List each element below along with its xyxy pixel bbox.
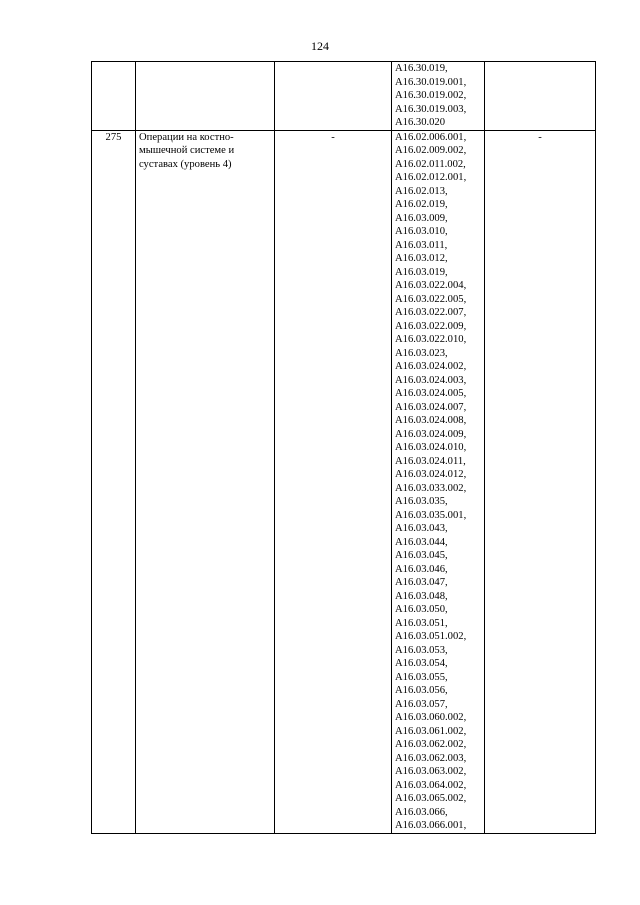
- row-name-cell: [136, 62, 275, 131]
- service-code: A16.30.019.002,: [395, 90, 467, 101]
- service-code: A16.03.063.002,: [395, 766, 467, 777]
- row-col5-cell: [485, 62, 596, 131]
- service-code: A16.03.024.010,: [395, 442, 467, 453]
- service-code: A16.03.056,: [395, 685, 448, 696]
- row-number-cell: 275: [92, 130, 136, 833]
- service-code: A16.03.046,: [395, 563, 448, 575]
- tariff-table: [91, 61, 596, 834]
- service-code: A16.03.048,: [395, 590, 448, 602]
- service-code: A16.30.019,: [395, 63, 448, 74]
- service-code: A16.03.024.002,: [395, 361, 467, 372]
- service-code: A16.02.019,: [395, 199, 448, 210]
- service-code: A16.03.035.001,: [395, 509, 467, 521]
- name-line: суставах (уровень 4): [139, 158, 232, 170]
- row-name-cell: [136, 130, 275, 833]
- name-line: мышечной системе и: [139, 145, 235, 156]
- service-code: A16.03.062.003,: [395, 752, 467, 764]
- service-code: A16.03.062.002,: [395, 739, 467, 750]
- service-code: A16.02.013,: [395, 185, 448, 197]
- service-code: A16.03.022.005,: [395, 293, 467, 305]
- service-code: A16.30.019.001,: [395, 76, 467, 88]
- service-code: A16.03.024.003,: [395, 374, 467, 386]
- table-row: [92, 130, 596, 833]
- service-code: A16.03.051,: [395, 617, 448, 629]
- row-col3-cell: -: [275, 130, 392, 833]
- service-code: A16.03.023,: [395, 347, 448, 359]
- service-code: A16.03.009,: [395, 212, 448, 224]
- service-code: A16.03.035,: [395, 496, 448, 507]
- row-number-cell: [92, 62, 136, 131]
- service-code: A16.03.022.004,: [395, 280, 467, 291]
- service-code: A16.03.022.009,: [395, 320, 467, 332]
- page-number: 124: [311, 39, 329, 53]
- service-code: A16.03.024.012,: [395, 469, 467, 480]
- service-code: A16.03.061.002,: [395, 725, 467, 737]
- service-code: A16.03.010,: [395, 226, 448, 237]
- service-code: A16.02.011.002,: [395, 158, 466, 170]
- service-code: A16.02.012.001,: [395, 172, 467, 183]
- service-code: A16.03.066.001,: [395, 820, 467, 831]
- service-code: A16.03.043,: [395, 523, 448, 534]
- service-code: A16.03.054,: [395, 658, 448, 669]
- service-code: A16.03.053,: [395, 644, 448, 656]
- service-code: A16.03.047,: [395, 577, 448, 588]
- row-codes-cell: [392, 62, 485, 131]
- service-code: A16.03.060.002,: [395, 712, 467, 723]
- service-code: A16.03.044,: [395, 536, 448, 548]
- table-row: [92, 62, 596, 131]
- service-code: A16.03.011,: [395, 239, 448, 251]
- service-code: A16.03.066,: [395, 806, 448, 818]
- service-code: A16.03.024.011,: [395, 455, 466, 467]
- service-code: A16.03.065.002,: [395, 793, 467, 804]
- service-code: A16.03.064.002,: [395, 779, 467, 791]
- service-code: A16.03.024.008,: [395, 415, 467, 426]
- service-code: A16.03.050,: [395, 604, 448, 615]
- service-code: A16.03.019,: [395, 266, 448, 278]
- service-code: A16.02.006.001,: [395, 131, 467, 143]
- service-code: A16.03.024.009,: [395, 428, 467, 440]
- service-code: A16.03.022.010,: [395, 334, 467, 345]
- name-line: Операции на костно-: [139, 131, 234, 143]
- service-code: A16.03.045,: [395, 550, 448, 561]
- service-code: A16.30.019.003,: [395, 103, 467, 115]
- service-code: A16.03.012,: [395, 253, 448, 264]
- service-code: A16.30.020: [395, 117, 446, 128]
- service-code: A16.03.055,: [395, 671, 448, 683]
- row-codes-cell: [392, 130, 485, 833]
- row-col3-cell: [275, 62, 392, 131]
- service-code: A16.03.033.002,: [395, 482, 467, 494]
- service-code: A16.03.024.005,: [395, 388, 467, 399]
- service-code: A16.03.057,: [395, 698, 448, 710]
- table-body: [92, 62, 596, 834]
- row-col5-cell: -: [485, 130, 596, 833]
- service-code: A16.02.009.002,: [395, 145, 467, 156]
- service-code: A16.03.051.002,: [395, 631, 467, 642]
- service-code: A16.03.022.007,: [395, 307, 467, 318]
- service-code: A16.03.024.007,: [395, 401, 467, 413]
